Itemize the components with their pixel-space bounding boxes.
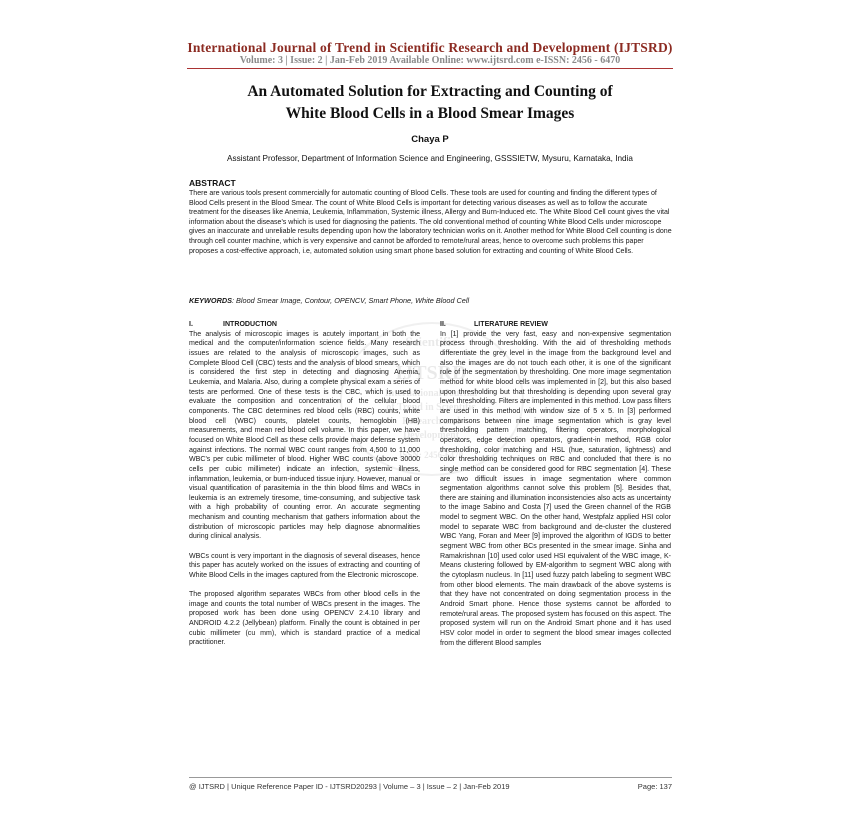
watermark-line: of Trend in Scientific <box>386 402 476 413</box>
keywords-text: : Blood Smear Image, Contour, OPENCV, Smart Phone, White Blood Cell <box>231 296 470 305</box>
watermark-line: Scientific <box>405 334 457 349</box>
footer-rule <box>189 777 672 778</box>
author-name: Chaya P <box>411 134 449 145</box>
section-heading-literature-review <box>440 320 671 330</box>
intro-paragraph-2: WBCs count is very important in the diagnosis of several diseases, hence this paper has acutely worked on the issues of extracting and counting of White Blood Cells in the images captured from the Electronic microscope. <box>189 552 420 579</box>
section-number: I. <box>189 321 193 328</box>
footer-reference: @ IJTSRD | Unique Reference Paper ID - IJTSRD20293 | Volume – 3 | Issue – 2 | Jan-Feb 2019 <box>189 782 510 791</box>
watermark-line: Development <box>402 430 460 441</box>
section-title: INTRODUCTION <box>223 321 278 328</box>
column-left <box>189 320 420 648</box>
intro-paragraph-1: The analysis of microscopic images is acutely important in both the medical and the computer/information science fields. Many research issues are related to the analysis of microscopic images, such as Complete Blood Cell (CBC) tests and the analysis of blood smears, which is considered the first step in detecting and diagnosing Anemia, Leukemia, and Malaria. Also, during a complete physical exam a series of tests are performed. One of these tests is the CBC, which is used to evaluate the composition and concentration of the cellular blood components. The CBC determines red blood cells (RBC) counts, white blood cell (WBC) counts, platelet counts, hemoglobin (HB) measurements, and mean red blood cell volume. In this paper, we have focused on White Blood Cell as these cells provide major defense system against infections. The normal WBC count ranges from 4,500 to 11,000 WBC's per cubic millimeter of blood. Higher WBC counts (above 30000 cells per cubic millimeter) indicate an infection, systemic illness, inflammation, leukemia, or burn-induced tissue injury. However, manual or visual quantification of parasitemia in the thin blood films and WBCs in leukemia is an extremely tiresome, time-consuming, and subjective task with a high probability of counting error. An accurate segmenting mechanism and counting mechanism that gathers information about the distribution of microscopic particles may help diagnose abnormalities during clinical analysis. <box>189 330 420 541</box>
title-line-1: An Automated Solution for Extracting and Counting of <box>247 83 613 100</box>
paper-title <box>180 81 680 125</box>
intro-paragraph-3: The proposed algorithm separates WBCs from other blood cells in the image and counts the total number of WBCs present in the images. The proposed work has been done using OPENCV 2.4.10 library and ANDROID 4.2.2 (Jellybean) platform. Finally the count is obtained in per cubic millimeter (cu mm), which is standard practice of a medical practitioner. <box>189 591 420 647</box>
watermark-line: ISSN: 2456-6470 <box>398 450 464 460</box>
watermark-line: IJTSRD <box>395 362 467 384</box>
keywords-label: KEYWORDS <box>189 296 232 305</box>
abstract-heading: ABSTRACT <box>189 178 236 188</box>
watermark-line: Research and <box>402 416 460 427</box>
author-affiliation: Assistant Professor, Department of Information Science and Engineering, GSSSIETW, Mysuru, Karnataka, India <box>227 154 633 163</box>
section-heading-introduction <box>189 320 420 330</box>
section-title: LITERATURE REVIEW <box>474 321 548 328</box>
section-number: II. <box>440 321 446 328</box>
keywords <box>189 296 672 305</box>
header-rule <box>187 68 673 69</box>
column-right <box>440 320 671 648</box>
page-number: Page: 137 <box>637 782 672 791</box>
title-line-2: White Blood Cells in a Blood Smear Images <box>285 105 575 122</box>
abstract-text: There are various tools present commercially for automatic counting of Blood Cells. These tools are used for counting and finding the different types of Blood Cells present in the Blood Smear. The count of White Blood Cells is important for detecting various diseases as well as to follow the accurate treatment for the diseases like Anemia, Leukemia, Inflammation, Systemic illness, Allergy and Burn-Induced etc. The White Blood Cell count gives the vital information about the disease's which is used for diagnosing the patients. The old conventional method of counting White Blood Cells under microscope gives an inaccurate and unreliable results depending upon how the laboratory technician works on it. Another method for White Blood Cell counting is done through cell counter machine, which is very expensive and cannot be afforded to remote/rural areas, hence to overcome such problems this paper proposes a cost-effective approach, i.e, automated solution using smart phone based solution for extracting and counting of White Blood Cells. <box>189 190 672 255</box>
review-paragraph-1: In [1] provide the very fast, easy and non-expensive segmentation process through thresholding. With the aid of thresholding methods differentiate the grey level in the image from the background level and also the images are do not touch each other, it is one of the significant role of the segmentation by thresholding. One more image segmentation method for white blood cells was implemented in [2], but this also based upon thresholding but that thresholding is depending upon several gray level thresholding. Filters are implemented in this method. Low pass filters are used in this method with window size of 5 x 5. In [3] performed comparisons between nine image segmentation which is gray level thresholding pattern matching, filtering operators, morphological operators, edge detection operators, gradient-in method, RGB color thresholding, color matching and HSL (hue, saturation, lightness) and color thresholding techniques on RBC and concluded that there is no single method can be considered good for RBC segmentation [4]. These are two difficult issues in image segmentation where common segmentation algorithms cannot solve this problem [5]. Besides that, there are staining and illumination inconsistencies also acts as uncertainty to the image Sabino and Costa [7] used the Green channel of the RGB model to segment WBC. On the other hand, Westpfalz applied HSI color model to separate WBC from background and de-cluster the clustered WBC Yang, Foran and Meer [9] improved the algorithm of IGDS to better segment WBC from other BCs presented in the smear image. Sinha and Ramakrishnan [10] used color used HSI equivalent of the WBC image, K-Means clustering followed by EM-algorithm to segment WBC along with the cytoplasm nucleus. In [11] used fuzzy patch labeling to segment WBC from other blood elements. The main drawback of the above systems is that they have not concentrated on doing segmentation process in the Android Smart phone. Hence those systems cannot be afforded to remote/rural areas. The proposed system has focused on this aspect. The proposed system will run on the Android Smart phone and it has used HSV color model in order to segment the blood smear images collected from the different Blood samples <box>440 330 671 647</box>
journal-meta: Volume: 3 | Issue: 2 | Jan-Feb 2019 Available Online: www.ijtsrd.com e-ISSN: 2456 - 6470 <box>239 55 621 66</box>
watermark-line: International Journal <box>384 388 478 399</box>
page-footer <box>189 782 672 791</box>
journal-name: International Journal of Trend in Scientific Research and Development (IJTSRD) <box>187 40 673 55</box>
